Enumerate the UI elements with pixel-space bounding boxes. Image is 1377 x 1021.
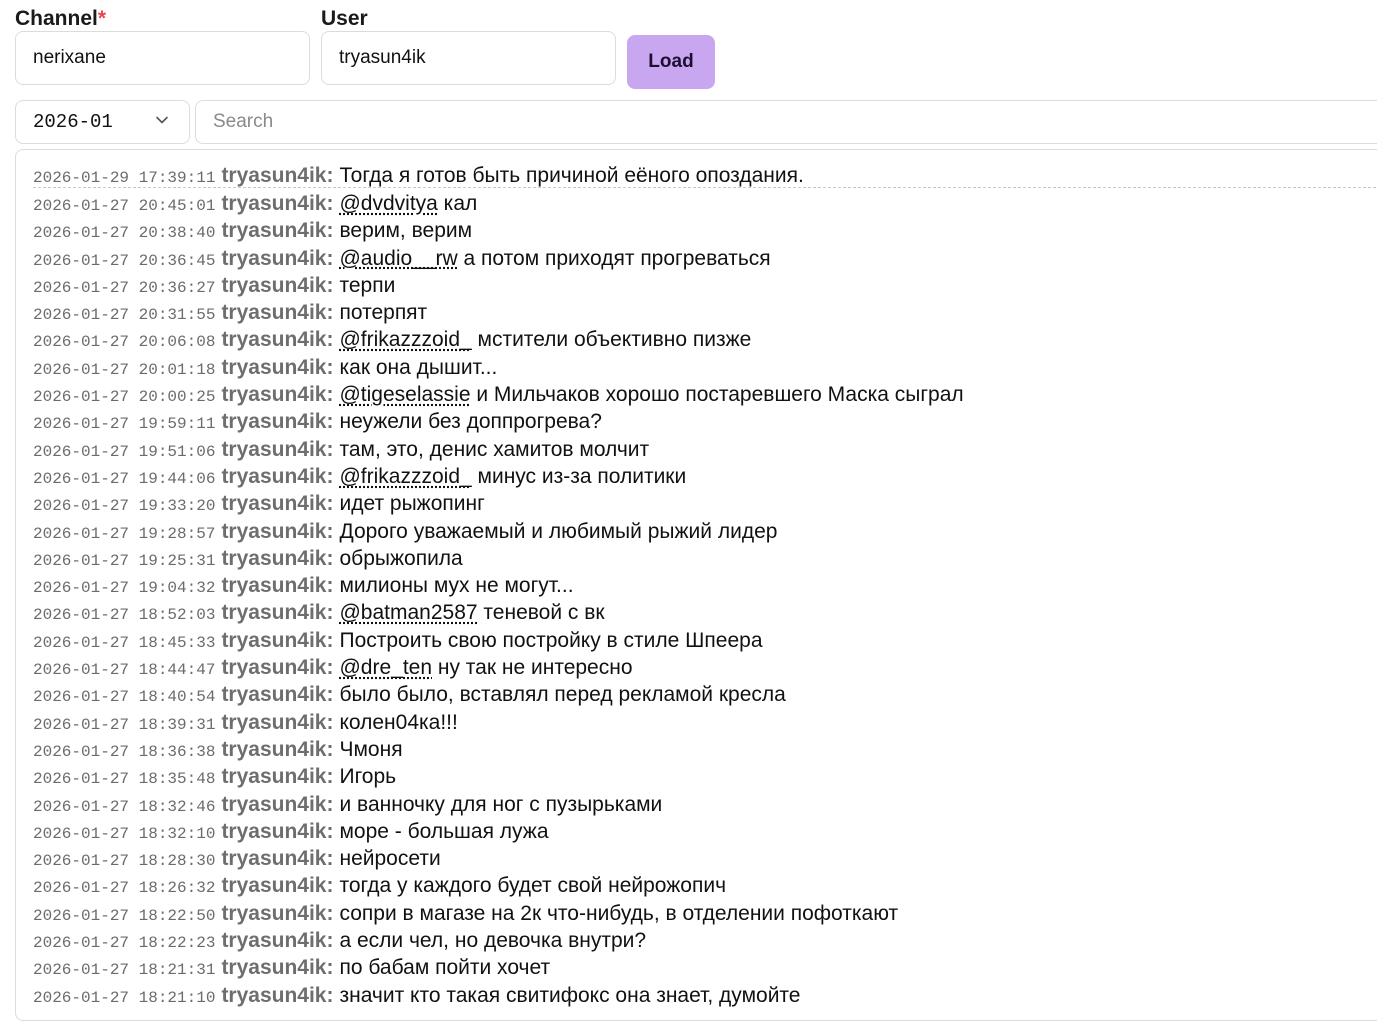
message-username[interactable]: tryasun4ik:	[221, 847, 334, 871]
message-text: значит кто такая свитифокс она знает, думойте	[339, 983, 801, 1007]
required-mark: *	[97, 7, 107, 30]
message-timestamp: 2026-01-27 18:39:31	[33, 715, 216, 734]
message-timestamp: 2026-01-27 19:44:06	[33, 469, 216, 488]
message-row	[33, 463, 1377, 490]
message-text: минус из-за политики	[471, 464, 687, 488]
message-mention[interactable]: @dre_ten	[339, 656, 433, 680]
message-log[interactable]	[15, 149, 1377, 1021]
message-username[interactable]: tryasun4ik:	[221, 929, 334, 953]
message-row	[33, 245, 1377, 272]
message-row	[33, 408, 1377, 435]
message-username[interactable]: tryasun4ik:	[221, 819, 334, 843]
message-row	[33, 354, 1377, 381]
message-row	[33, 763, 1377, 790]
message-text: терпи	[339, 273, 396, 297]
message-username[interactable]: tryasun4ik:	[221, 355, 334, 379]
message-text: сопри в магазе на 2к что-нибудь, в отделении пофоткают	[339, 901, 899, 925]
message-timestamp: 2026-01-27 20:36:27	[33, 278, 216, 297]
month-select[interactable]	[15, 100, 190, 144]
message-text: Построить свою постройку в стиле Шпеера	[339, 628, 763, 652]
message-row	[33, 654, 1377, 681]
message-timestamp: 2026-01-27 19:51:06	[33, 442, 216, 461]
message-row	[33, 845, 1377, 872]
message-username[interactable]: tryasun4ik:	[221, 574, 334, 598]
message-row	[33, 436, 1377, 463]
message-username[interactable]: tryasun4ik:	[221, 383, 334, 407]
message-row	[33, 900, 1377, 927]
message-timestamp: 2026-01-27 20:36:45	[33, 251, 216, 270]
channel-field-group	[15, 4, 106, 34]
filter-bar	[15, 100, 1377, 144]
message-row	[33, 599, 1377, 626]
message-timestamp: 2026-01-27 18:26:32	[33, 879, 216, 898]
message-username[interactable]: tryasun4ik:	[221, 301, 334, 325]
message-row	[33, 163, 1377, 188]
message-username[interactable]: tryasun4ik:	[221, 710, 334, 734]
message-timestamp: 2026-01-27 19:59:11	[33, 415, 216, 434]
message-row	[33, 954, 1377, 981]
message-text: было было, вставлял перед рекламой кресла	[339, 683, 786, 707]
message-row	[33, 872, 1377, 899]
message-mention[interactable]: @dvdvitya	[339, 192, 438, 215]
message-text: Дорого уважаемый и любимый рыжий лидер	[339, 519, 778, 543]
message-text: по бабам пойти хочет	[339, 956, 551, 980]
message-timestamp: 2026-01-27 20:01:18	[33, 360, 216, 379]
message-timestamp: 2026-01-27 18:36:38	[33, 742, 216, 761]
message-text: Игорь	[339, 765, 397, 789]
message-timestamp: 2026-01-29 17:39:11	[33, 169, 216, 187]
message-username[interactable]: tryasun4ik:	[221, 410, 334, 434]
message-username[interactable]: tryasun4ik:	[221, 901, 334, 925]
message-username[interactable]: tryasun4ik:	[221, 765, 334, 789]
message-timestamp: 2026-01-27 20:31:55	[33, 306, 216, 325]
message-text: и ванночку для ног с пузырьками	[339, 792, 663, 816]
message-timestamp: 2026-01-27 18:32:46	[33, 797, 216, 816]
message-timestamp: 2026-01-27 18:21:10	[33, 988, 216, 1007]
message-list	[16, 150, 1377, 1009]
message-text: нейросети	[339, 847, 441, 871]
message-text: Тогда я готов быть причиной еёного опоздания.	[339, 164, 804, 187]
message-username[interactable]: tryasun4ik:	[221, 983, 334, 1007]
message-timestamp: 2026-01-27 18:44:47	[33, 661, 216, 680]
message-text: а потом приходят прогреваться	[457, 246, 771, 270]
message-text: мстители объективно пизже	[471, 328, 752, 352]
message-username[interactable]: tryasun4ik:	[221, 628, 334, 652]
message-mention[interactable]: @frikazzzoid_	[339, 464, 472, 488]
user-label: User	[321, 7, 368, 30]
message-row	[33, 518, 1377, 545]
message-username[interactable]: tryasun4ik:	[221, 464, 334, 488]
message-username[interactable]: tryasun4ik:	[221, 437, 334, 461]
message-timestamp: 2026-01-27 18:28:30	[33, 852, 216, 871]
message-timestamp: 2026-01-27 18:40:54	[33, 688, 216, 707]
message-timestamp: 2026-01-27 20:00:25	[33, 388, 216, 407]
message-row	[33, 217, 1377, 244]
message-row	[33, 572, 1377, 599]
message-username[interactable]: tryasun4ik:	[221, 328, 334, 352]
message-username[interactable]: tryasun4ik:	[221, 874, 334, 898]
message-text: обрыжопила	[339, 546, 463, 570]
message-timestamp: 2026-01-27 18:22:23	[33, 934, 216, 953]
message-timestamp: 2026-01-27 18:52:03	[33, 606, 216, 625]
message-row	[33, 299, 1377, 326]
message-text: тогда у каждого будет свой нейрожопич	[339, 874, 727, 898]
message-row	[33, 982, 1377, 1009]
message-timestamp: 2026-01-27 18:35:48	[33, 770, 216, 789]
message-timestamp: 2026-01-27 19:33:20	[33, 497, 216, 516]
message-text: море - большая лужа	[339, 819, 549, 843]
channel-input[interactable]	[15, 31, 310, 85]
message-row	[33, 709, 1377, 736]
message-username[interactable]: tryasun4ik:	[221, 519, 334, 543]
message-mention[interactable]: @tigeselassie	[339, 383, 471, 407]
message-row	[33, 490, 1377, 517]
message-row	[33, 681, 1377, 708]
message-username[interactable]: tryasun4ik:	[221, 192, 334, 215]
message-mention[interactable]: @audio__rw	[339, 246, 458, 270]
message-text: колен04ка!!!	[339, 710, 458, 734]
message-text: верим, верим	[339, 219, 473, 243]
message-username[interactable]: tryasun4ik:	[221, 601, 334, 625]
message-row	[33, 627, 1377, 654]
message-username[interactable]: tryasun4ik:	[221, 492, 334, 516]
message-username[interactable]: tryasun4ik:	[221, 164, 334, 187]
message-username[interactable]: tryasun4ik:	[221, 792, 334, 816]
message-username[interactable]: tryasun4ik:	[221, 737, 334, 761]
message-timestamp: 2026-01-27 19:04:32	[33, 579, 216, 598]
message-username[interactable]: tryasun4ik:	[221, 273, 334, 297]
message-timestamp: 2026-01-27 18:22:50	[33, 906, 216, 925]
message-timestamp: 2026-01-27 18:21:31	[33, 961, 216, 980]
message-text: неужели без доппрогрева?	[339, 410, 602, 434]
message-text: ну так не интересно	[432, 656, 633, 680]
channel-label: Channel*	[15, 7, 107, 30]
message-row	[33, 326, 1377, 353]
message-row	[33, 927, 1377, 954]
message-mention[interactable]: @frikazzzoid_	[339, 328, 472, 352]
message-text: а если чел, но девочка внутри?	[339, 929, 647, 953]
message-username[interactable]: tryasun4ik:	[221, 219, 334, 243]
message-timestamp: 2026-01-27 18:45:33	[33, 633, 216, 652]
message-text: там, это, денис хамитов молчит	[339, 437, 650, 461]
message-timestamp: 2026-01-27 19:28:57	[33, 524, 216, 543]
message-text: идет рыжопинг	[339, 492, 485, 516]
month-select-value: 2026-01	[33, 111, 113, 133]
message-row	[33, 190, 1377, 217]
message-row	[33, 272, 1377, 299]
message-text: теневой с вк	[477, 601, 605, 625]
message-row	[33, 545, 1377, 572]
user-field-group	[321, 4, 368, 34]
message-text: потерпят	[339, 301, 428, 325]
message-timestamp: 2026-01-27 20:45:01	[33, 197, 216, 215]
message-mention[interactable]: @batman2587	[339, 601, 478, 625]
message-row	[33, 381, 1377, 408]
message-text: и Мильчаков хорошо постаревшего Маска сыграл	[470, 383, 964, 407]
message-username[interactable]: tryasun4ik:	[221, 656, 334, 680]
chevron-down-icon	[155, 113, 169, 127]
message-timestamp: 2026-01-27 19:25:31	[33, 551, 216, 570]
search-input[interactable]	[195, 100, 1377, 144]
message-text: Чмоня	[339, 737, 403, 761]
message-timestamp: 2026-01-27 20:06:08	[33, 333, 216, 352]
message-row	[33, 818, 1377, 845]
message-username[interactable]: tryasun4ik:	[221, 546, 334, 570]
message-text: милионы мух не могут...	[339, 574, 574, 598]
message-row	[33, 791, 1377, 818]
message-username[interactable]: tryasun4ik:	[221, 683, 334, 707]
load-button[interactable]: Load	[627, 35, 715, 89]
message-username[interactable]: tryasun4ik:	[221, 246, 334, 270]
message-timestamp: 2026-01-27 18:32:10	[33, 824, 216, 843]
message-timestamp: 2026-01-27 20:38:40	[33, 224, 216, 243]
message-text: как она дышит...	[339, 355, 498, 379]
message-text: кал	[437, 192, 478, 215]
message-username[interactable]: tryasun4ik:	[221, 956, 334, 980]
user-input[interactable]	[321, 31, 616, 85]
message-row	[33, 736, 1377, 763]
